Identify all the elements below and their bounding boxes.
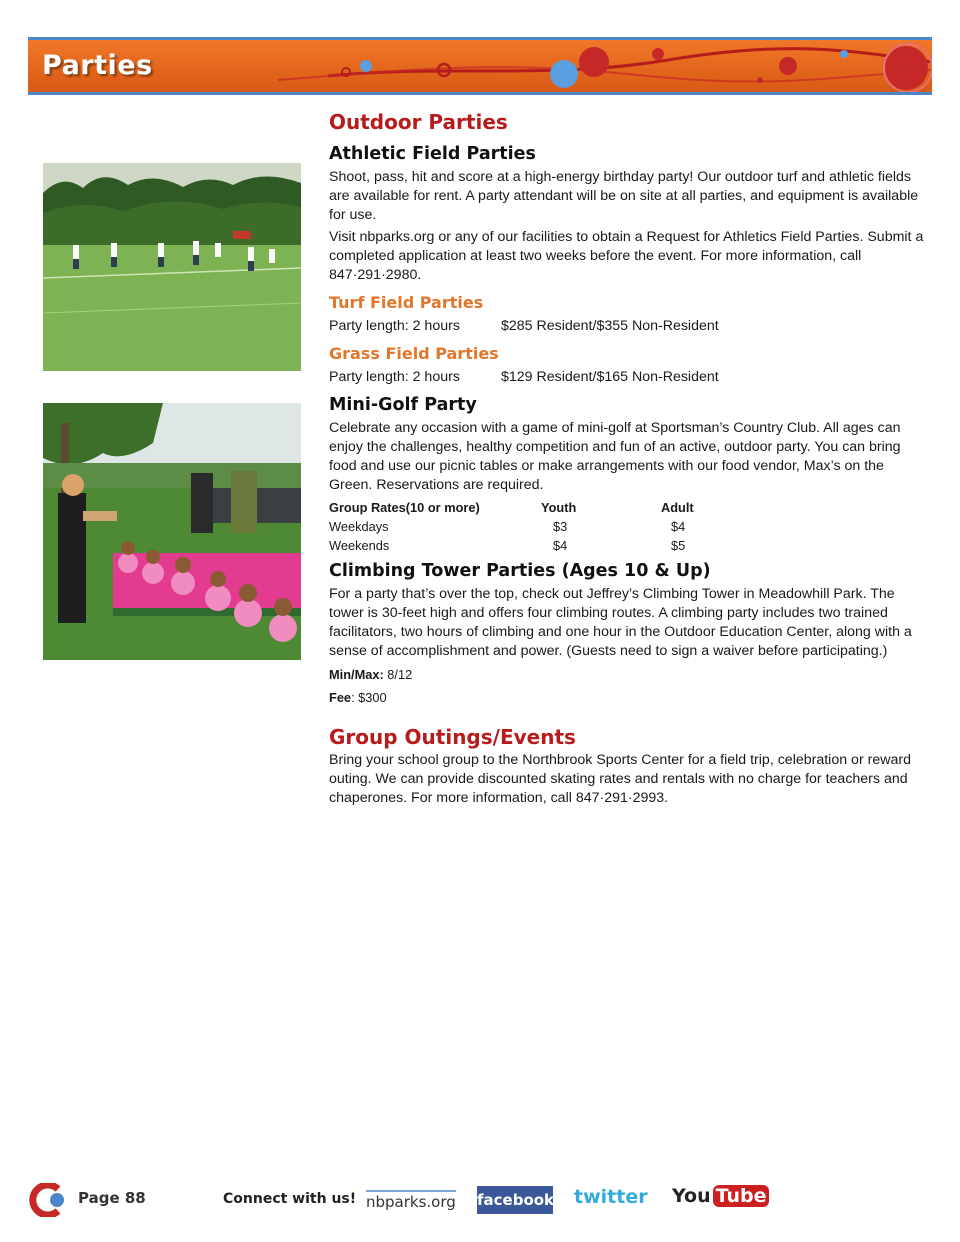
rates-row-label: Weekends	[329, 538, 390, 553]
page-number: Page 88	[78, 1189, 146, 1207]
table-row	[329, 517, 751, 536]
rates-header-youth: Youth	[541, 500, 577, 515]
youtube-you: You	[672, 1185, 711, 1207]
turf-field-title: Turf Field Parties	[329, 293, 484, 312]
min-max-label: Min/Max:	[329, 667, 384, 682]
rates-youth-value: $3	[553, 519, 568, 534]
climbing-tower-description: For a party that’s over the top, check out Jeffrey’s Climbing Tower in Meadowhill Park. The tower is 30-feet high and offers four climbing routes. A climbing party includes two trained facilitators, two hours of climbing and one hour in the Outdoor Education Center, along with a sense of accomplishment and power. (Guests need to sign a waiver before participating.)	[329, 586, 912, 659]
athletic-field-description: Shoot, pass, hit and score at a high-energy birthday party! Our outdoor turf and athletic fields are available for rent. A party attendant will be on site at all parties, and equipment is available for use.	[329, 169, 919, 223]
fee-label: Fee	[329, 690, 352, 705]
party-kids-photo	[43, 403, 301, 660]
climbing-fee	[329, 688, 924, 707]
table-header-row	[329, 498, 751, 517]
banner-decoration	[28, 40, 932, 92]
grass-party-price: $129 Resident/$165 Non-Resident	[501, 369, 719, 385]
rates-youth-value: $4	[553, 538, 568, 553]
park-district-logo-icon	[28, 1183, 68, 1217]
grass-field-title: Grass Field Parties	[329, 344, 499, 363]
grass-field-pricing	[329, 368, 924, 387]
athletic-field-title: Athletic Field Parties	[329, 144, 536, 164]
footer	[0, 1180, 960, 1220]
rates-row-label: Weekdays	[329, 519, 389, 534]
fee-value: : $300	[351, 690, 387, 705]
athletic-field-photo	[43, 163, 301, 371]
outdoor-party-kids-at-picnic-table-photo-icon	[43, 403, 301, 660]
section-banner	[28, 37, 932, 95]
climbing-min-max	[329, 665, 924, 684]
page-title: Parties	[42, 50, 153, 81]
connect-label: Connect with us!	[223, 1191, 357, 1207]
grass-party-length: Party length: 2 hours	[329, 369, 460, 385]
outdoor-parties-heading: Outdoor Parties	[329, 110, 508, 134]
nbparks-link[interactable]: nbparks.org	[366, 1190, 456, 1211]
turf-party-price: $285 Resident/$355 Non-Resident	[501, 318, 719, 334]
rates-header-group: Group Rates(10 or more)	[329, 500, 480, 515]
group-outings-heading: Group Outings/Events	[329, 725, 576, 749]
facebook-link[interactable]: facebook	[477, 1186, 553, 1214]
rates-adult-value: $5	[671, 538, 686, 553]
rates-adult-value: $4	[671, 519, 686, 534]
min-max-value: 8/12	[383, 667, 413, 682]
twitter-link[interactable]: twitter	[574, 1186, 648, 1208]
mini-golf-rates-table	[329, 498, 751, 555]
group-outings-description: Bring your school group to the Northbrook Sports Center for a field trip, celebration or reward outing. We can provide discounted skating rates and rentals with no charge for teachers and chaperones. For more information, call 847·291·2993.	[329, 752, 911, 806]
athletic-field-runners-photo-icon	[43, 163, 301, 371]
rates-header-adult: Adult	[661, 500, 694, 515]
mini-golf-title: Mini-Golf Party	[329, 395, 477, 415]
youtube-link[interactable]	[672, 1185, 769, 1207]
athletic-field-instructions: Visit nbparks.org or any of our facilities to obtain a Request for Athletics Field Parties. Submit a completed application at least two weeks before the event. For more information, call 847·291·2980.	[329, 229, 924, 283]
turf-field-pricing	[329, 317, 924, 336]
turf-party-length: Party length: 2 hours	[329, 318, 460, 334]
climbing-tower-title: Climbing Tower Parties (Ages 10 & Up)	[329, 561, 711, 581]
main-content	[329, 108, 924, 811]
mini-golf-description: Celebrate any occasion with a game of mini-golf at Sportsman’s Country Club. All ages can enjoy the challenges, healthy competition and fun of an active, outdoor party. You can bring food and use our picnic tables or make arrangements with our food vendor, Max’s on the Green. Reservations are required.	[329, 420, 901, 493]
table-row	[329, 536, 751, 555]
youtube-tube: Tube	[713, 1185, 770, 1207]
